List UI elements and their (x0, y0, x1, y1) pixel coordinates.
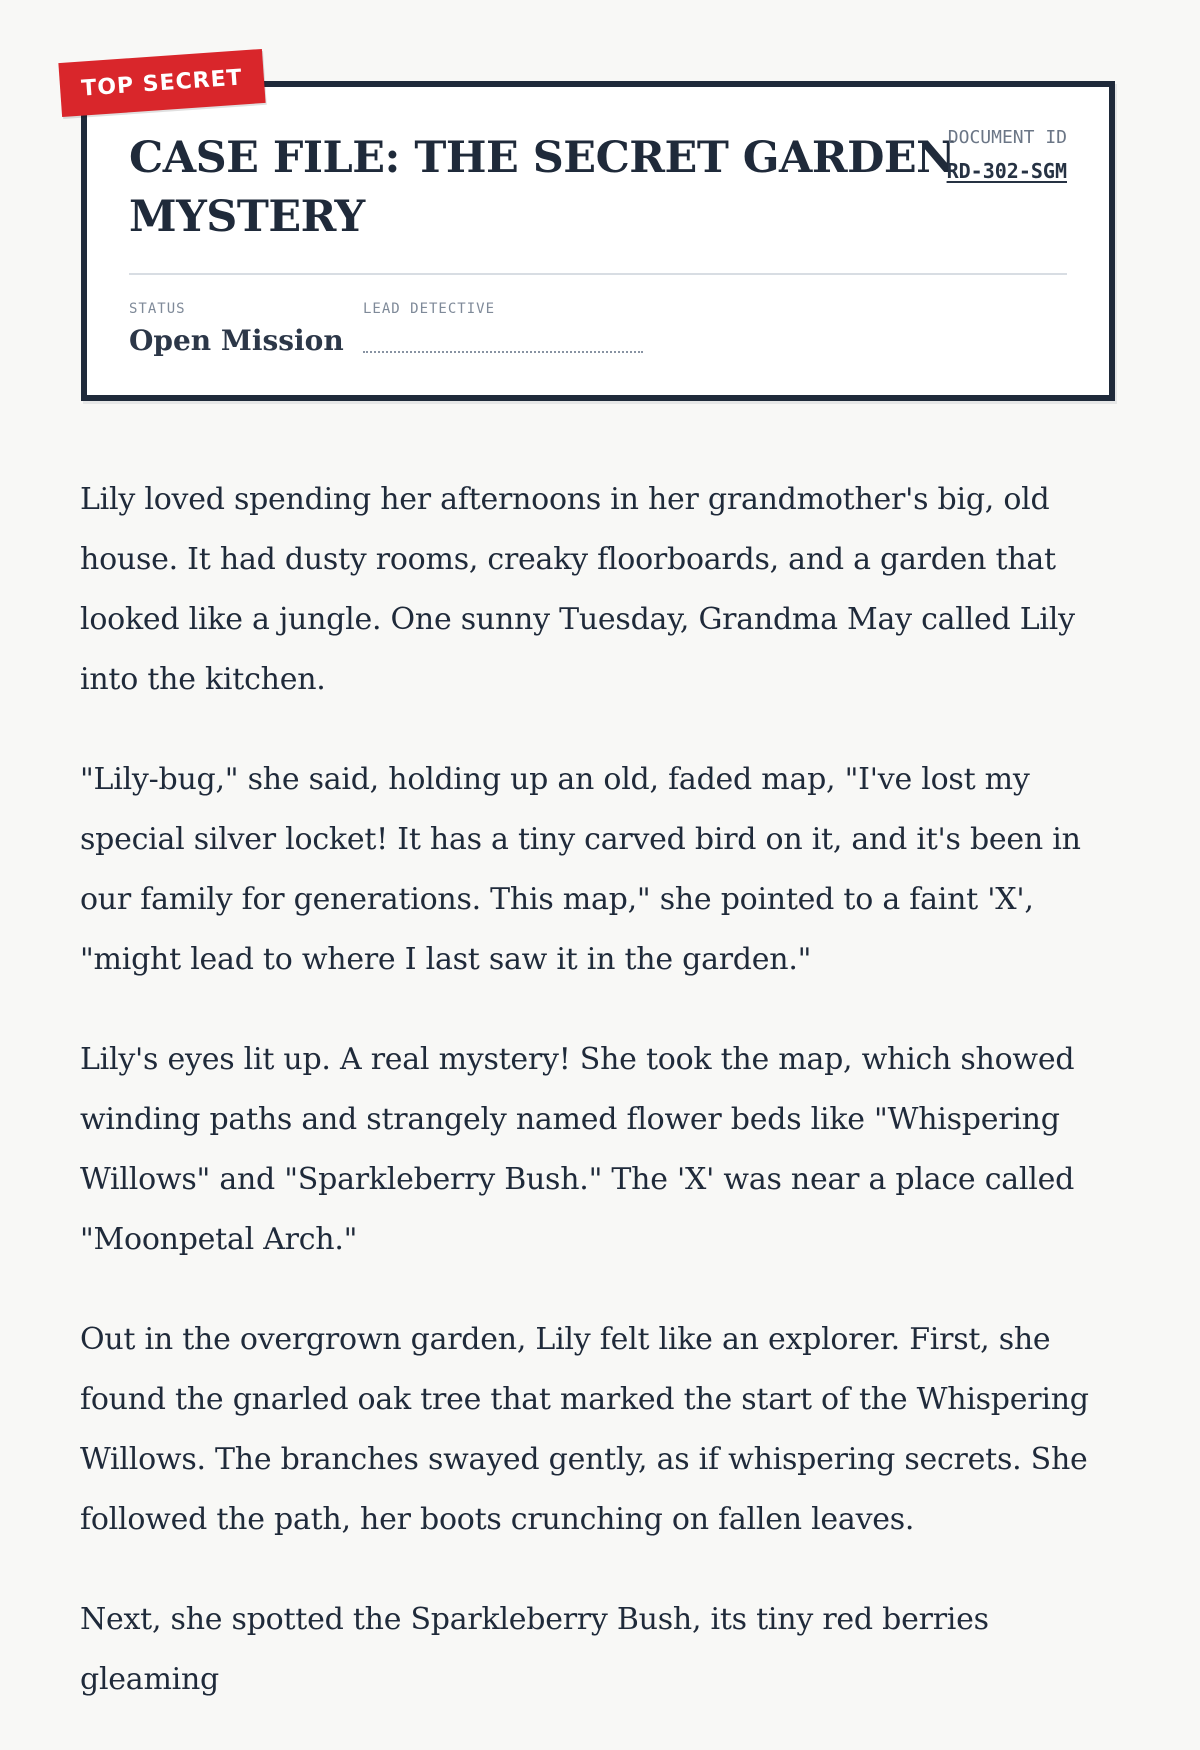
document-id-block (927, 125, 1067, 187)
story-paragraph: Next, she spotted the Sparkleberry Bush, its tiny red berries gleaming (80, 1602, 989, 1697)
story-paragraph: Lily loved spending her afternoons in her grandmother's big, old house. It had dusty rooms, creaky floorboards, and a garden that looked like a jungle. One sunny Tuesday, Grandma May called Lily into the kitchen. (80, 482, 1075, 697)
document-id-value: RD-302-SGM (946, 159, 1067, 183)
story-text (80, 470, 1120, 1750)
top-secret-label: TOP SECRET (80, 64, 244, 102)
story-paragraph: Lily's eyes lit up. A real mystery! She took the map, which showed winding paths and strangely named flower beds like "Whispering Willows" and "Sparkleberry Bush." The 'X' was near a place called "Moonpetal Arch." (80, 1042, 1075, 1257)
document-id-label: DOCUMENT ID (947, 127, 1067, 148)
case-file-divider (129, 273, 1067, 275)
story-paragraph: Out in the overgrown garden, Lily felt like an explorer. First, she found the gnarled oak tree that marked the start of the Whispering Willows. The branches swayed gently, as if whispering secrets. She followed the path, her boots crunching on fallen leaves. (80, 1322, 1089, 1537)
case-file-card (81, 81, 1115, 401)
lead-detective-blank-line (363, 351, 643, 353)
status-label: STATUS (129, 301, 186, 317)
status-value: Open Mission (129, 324, 344, 357)
story-paragraph: "Lily-bug," she said, holding up an old, faded map, "I've lost my special silver locket! It has a tiny carved bird on it, and it's been in our family for generations. This map," she pointed to a faint 'X', "might lead to where I last saw it in the garden." (80, 762, 1081, 977)
lead-detective-label: LEAD DETECTIVE (363, 301, 496, 317)
case-file-title: CASE FILE: THE SECRET GARDEN MYSTERY (129, 133, 955, 242)
